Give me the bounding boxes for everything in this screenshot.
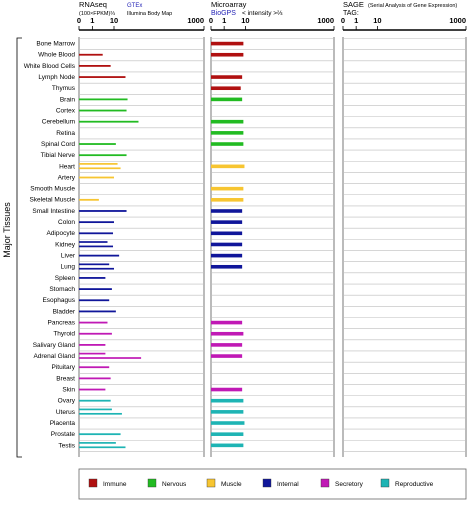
illumina-body-map-label: Illumina Body Map — [127, 11, 173, 17]
rnaseq-bar-a-heart — [79, 163, 118, 165]
legend-label-muscle: Muscle — [221, 481, 242, 488]
rnaseq-bar-b-uterus — [79, 413, 122, 415]
rnaseq-title: RNAseq — [79, 0, 107, 9]
tissue-label-testis: Testis — [58, 442, 75, 450]
microarray-bar-spinal-cord — [211, 142, 243, 146]
rnaseq-bar-b-kidney — [79, 246, 113, 248]
x-tick-label-0-2: 10 — [109, 16, 119, 25]
gtex-link: GTEx — [127, 3, 143, 9]
rnaseq-bar-a-uterus — [79, 409, 112, 411]
microarray-bar-kidney — [211, 243, 242, 247]
tissue-label-lung: Lung — [60, 263, 75, 271]
microarray-bar-smooth-muscle — [211, 187, 243, 191]
tissue-label-breast: Breast — [56, 375, 75, 383]
rnaseq-bar-skeletal-muscle — [79, 199, 99, 201]
legend-swatch-muscle — [207, 479, 215, 487]
microarray-bar-lung — [211, 265, 242, 269]
tissue-label-stomach: Stomach — [49, 286, 75, 294]
rnaseq-bar-salivary-gland — [79, 344, 105, 346]
tissue-label-cerebellum: Cerebellum — [41, 118, 75, 126]
tissue-label-pancreas: Pancreas — [47, 319, 75, 327]
x-tick-label-1-3: 1000 — [317, 16, 334, 25]
legend-label-reproductive: Reproductive — [395, 481, 434, 488]
microarray-bar-heart — [211, 165, 244, 169]
tissue-label-skin: Skin — [62, 386, 75, 394]
rnaseq-bar-cortex — [79, 110, 127, 112]
rnaseq-bar-tibial-nerve — [79, 154, 127, 156]
tissue-label-prostate: Prostate — [50, 431, 75, 439]
rnaseq-bar-cerebellum — [79, 121, 138, 123]
rnaseq-bar-spleen — [79, 277, 105, 279]
legend-label-internal: Internal — [277, 481, 299, 488]
x-tick-label-2-2: 10 — [373, 16, 382, 25]
x-tick-label-1-2: 10 — [241, 16, 250, 25]
rnaseq-bar-b-testis — [79, 446, 125, 448]
rnaseq-bar-brain — [79, 98, 128, 100]
x-tick-label-1-0: 0 — [208, 16, 214, 25]
rnaseq-bar-breast — [79, 377, 111, 379]
sage-title: SAGE — [343, 0, 364, 9]
rnaseq-bar-artery — [79, 177, 114, 179]
microarray-bar-colon — [211, 220, 242, 224]
microarray-bar-prostate — [211, 432, 243, 436]
microarray-bar-bone-marrow — [211, 42, 243, 46]
tissue-label-adrenal-gland: Adrenal Gland — [33, 352, 75, 360]
microarray-bar-retina — [211, 131, 243, 135]
legend-swatch-internal — [263, 479, 271, 487]
tissue-label-cortex: Cortex — [55, 107, 75, 115]
tissue-label-brain: Brain — [59, 96, 75, 104]
rnaseq-bar-esophagus — [79, 299, 109, 301]
tissue-label-retina: Retina — [56, 129, 75, 137]
microarray-bar-liver — [211, 254, 242, 258]
microarray-bar-adrenal-gland — [211, 354, 242, 358]
x-tick-label-2-1: 1 — [354, 16, 359, 25]
microarray-bar-pancreas — [211, 321, 242, 325]
rnaseq-bar-skin — [79, 389, 105, 391]
rnaseq-subtitle: (100×FPKM)⅔ — [79, 11, 115, 17]
microarray-bar-thyroid — [211, 332, 243, 336]
rnaseq-bar-small-intestine — [79, 210, 127, 212]
rnaseq-bar-white-blood-cells — [79, 65, 111, 67]
legend-swatch-reproductive — [381, 479, 389, 487]
microarray-bar-skin — [211, 388, 242, 392]
rnaseq-bar-a-testis — [79, 442, 116, 444]
microarray-bar-small-intestine — [211, 209, 242, 213]
tissue-label-bone-marrow: Bone Marrow — [36, 40, 75, 48]
tissue-label-spleen: Spleen — [54, 274, 75, 282]
rnaseq-bar-whole-blood — [79, 54, 103, 56]
x-tick-label-2-3: 1000 — [449, 16, 466, 25]
legend-swatch-secretory — [321, 479, 329, 487]
rnaseq-bar-a-adrenal-gland — [79, 353, 105, 355]
rnaseq-bar-pancreas — [79, 322, 107, 324]
y-axis-bracket — [17, 38, 22, 457]
sage-subtitle: (Serial Analysis of Gene Expression) — [368, 3, 458, 9]
rnaseq-bar-b-lung — [79, 268, 114, 270]
rnaseq-bar-b-heart — [79, 167, 121, 169]
tissue-label-skeletal-muscle: Skeletal Muscle — [29, 196, 75, 204]
microarray-subtitle: < intensity >⅔ — [242, 10, 283, 17]
microarray-bar-brain — [211, 98, 242, 102]
tissue-label-uterus: Uterus — [55, 408, 75, 416]
tissue-label-thyroid: Thyroid — [53, 330, 75, 338]
rnaseq-bar-pituitary — [79, 366, 109, 368]
tissue-label-tibial-nerve: Tibial Nerve — [40, 152, 75, 160]
rnaseq-bar-spinal-cord — [79, 143, 116, 145]
legend-swatch-immune — [89, 479, 97, 487]
rnaseq-bar-lymph-node — [79, 76, 125, 78]
rnaseq-bar-colon — [79, 221, 114, 223]
legend-label-immune: Immune — [103, 481, 127, 488]
microarray-bar-skeletal-muscle — [211, 198, 243, 202]
tissue-label-whole-blood: Whole Blood — [38, 51, 75, 59]
legend-swatch-nervous — [148, 479, 156, 487]
microarray-bar-uterus — [211, 410, 243, 414]
tissue-label-placenta: Placenta — [49, 419, 75, 427]
tissue-label-spinal-cord: Spinal Cord — [41, 140, 75, 148]
x-tick-label-2-0: 0 — [340, 16, 346, 25]
tissue-label-adipocyte: Adipocyte — [46, 230, 75, 238]
microarray-bar-cerebellum — [211, 120, 243, 124]
tissue-label-esophagus: Esophagus — [42, 297, 75, 305]
rnaseq-bar-a-lung — [79, 263, 109, 265]
tissue-label-liver: Liver — [60, 252, 75, 260]
rnaseq-bar-thyroid — [79, 333, 112, 335]
microarray-bar-lymph-node — [211, 75, 242, 79]
x-tick-label-0-3: 1000 — [187, 16, 204, 25]
tissue-label-thymus: Thymus — [51, 85, 75, 93]
rnaseq-bar-stomach — [79, 288, 112, 290]
microarray-bar-adipocyte — [211, 232, 242, 236]
y-axis-title: Major Tissues — [2, 202, 12, 258]
microarray-bar-testis — [211, 444, 243, 448]
x-tick-label-1-1: 1 — [222, 16, 227, 25]
tissue-label-heart: Heart — [59, 163, 75, 171]
microarray-bar-salivary-gland — [211, 343, 242, 347]
sage-tag-label: TAG: — [343, 10, 359, 17]
rnaseq-bar-adipocyte — [79, 232, 113, 234]
rnaseq-bar-a-kidney — [79, 241, 107, 243]
microarray-bar-ovary — [211, 399, 243, 403]
rnaseq-bar-liver — [79, 255, 119, 257]
tissue-label-bladder: Bladder — [52, 308, 75, 316]
legend-label-secretory: Secretory — [335, 481, 363, 488]
tissue-label-pituitary: Pituitary — [51, 364, 75, 372]
x-tick-label-0-0: 0 — [76, 16, 82, 25]
tissue-label-white-blood-cells: White Blood Cells — [23, 62, 75, 70]
microarray-bar-thymus — [211, 86, 241, 90]
tissue-label-ovary: Ovary — [57, 397, 75, 405]
rnaseq-bar-prostate — [79, 433, 121, 435]
tissue-label-salivary-gland: Salivary Gland — [32, 341, 75, 349]
tissue-label-lymph-node: Lymph Node — [38, 73, 75, 81]
tissue-label-artery: Artery — [57, 174, 75, 182]
microarray-title: Microarray — [211, 0, 247, 9]
microarray-bar-placenta — [211, 421, 244, 425]
tissue-label-kidney: Kidney — [55, 241, 75, 249]
tissue-label-small-intestine: Small Intestine — [32, 207, 75, 215]
rnaseq-bar-ovary — [79, 400, 111, 402]
tissue-label-smooth-muscle: Smooth Muscle — [30, 185, 75, 193]
rnaseq-bar-b-adrenal-gland — [79, 357, 141, 359]
rnaseq-bar-bladder — [79, 311, 116, 313]
x-tick-label-0-1: 1 — [90, 16, 95, 25]
microarray-bar-whole-blood — [211, 53, 243, 57]
biogps-link: BioGPS — [211, 10, 236, 17]
legend-label-nervous: Nervous — [162, 481, 187, 488]
tissue-label-colon: Colon — [58, 219, 75, 227]
